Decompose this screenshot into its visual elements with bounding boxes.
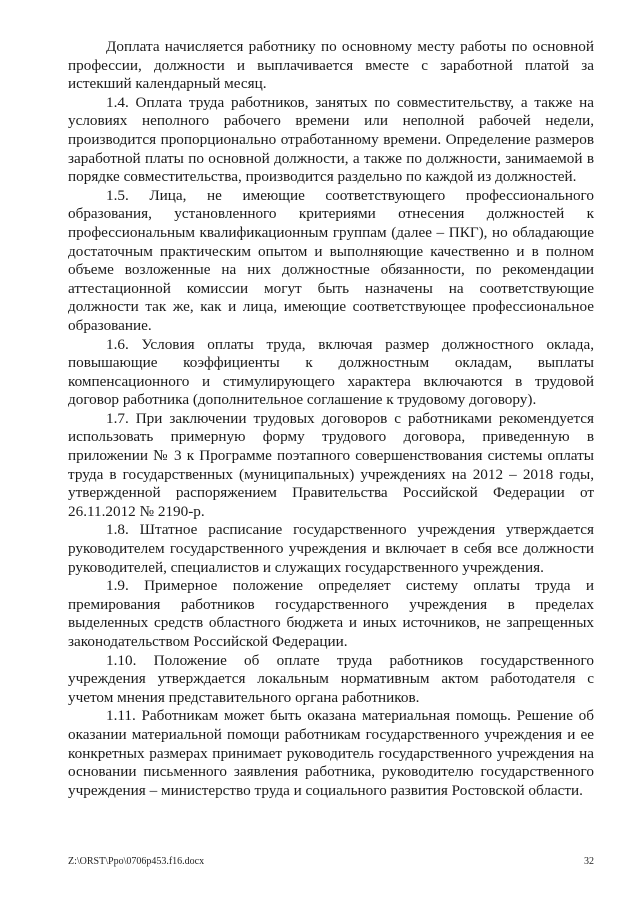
footer-file-path: Z:\ORST\Ppo\0706p453.f16.docx <box>68 856 205 867</box>
paragraph-1-6: 1.6. Условия оплаты труда, включая размер должностного оклада, повышающие коэффициенты к должностным окладам, выплаты компенсационного и стимулирующего характера включаются в трудовой договор работника (дополнительное соглашение к трудовому договору). <box>68 335 594 409</box>
paragraph-1-5: 1.5. Лица, не имеющие соответствующего профессионального образования, установленного критериями отнесения должностей к профессиональным квалификационным группам (далее – ПКГ), но обладающие достаточным практическим опытом и выполняющие качественно и в полном объеме возложенные на них должностные обязанности, по рекомендации аттестационной комиссии могут быть назначены на соответствующие должности так же, как и лица, имеющие соответствующее профессиональное образование. <box>68 186 594 334</box>
paragraph-1-9: 1.9. Примерное положение определяет систему оплаты труда и премирования работников государственного учреждения в пределах выделенных средств областного бюджета и иных источников, не запрещенных законодательством Российской Федерации. <box>68 577 594 650</box>
page-footer <box>68 856 594 868</box>
footer-page-number: 32 <box>584 856 594 867</box>
paragraph-1-10: 1.10. Положение об оплате труда работников государственного учреждения утверждается локальным нормативным актом работодателя с учетом мнения представительного органа работников. <box>68 651 594 706</box>
document-body <box>68 38 594 800</box>
paragraph-1-8: 1.8. Штатное расписание государственного учреждения утверждается руководителем государственного учреждения и включает в себя все должности руководителей, специалистов и служащих государственного учреждения. <box>68 521 594 576</box>
paragraph-1-11: 1.11. Работникам может быть оказана материальная помощь. Решение об оказании материальной помощи работникам государственного учреждения и ее конкретных размерах принимает руководитель государственного учреждения на основании письменного заявления работника, руководителю государственного учреждения – министерство труда и социального развития Ростовской области. <box>68 707 594 799</box>
paragraph-1-4: 1.4. Оплата труда работников, занятых по совместительству, а также на условиях неполного рабочего времени или неполной рабочей недели, производится пропорционально отработанному времени. Определение размеров заработной платы по основной должности, а также по должности, занимаемой в порядке совместительства, производится раздельно по каждой из должностей. <box>68 93 594 186</box>
paragraph-1-7: 1.7. При заключении трудовых договоров с работниками рекомендуется использовать примерную форму трудового договора, приведенную в приложении № 3 к Программе поэтапного совершенствования системы оплаты труда в государственных (муниципальных) учреждениях на 2012 – 2018 годы, утвержденной распоряжением Правительства Российской Федерации от 26.11.2012 № 2190-р. <box>68 409 594 520</box>
paragraph-bonus-payment: Доплата начисляется работнику по основному месту работы по основной профессии, должности и выплачивается вместе с заработной платой за истекший календарный месяц. <box>68 38 594 93</box>
